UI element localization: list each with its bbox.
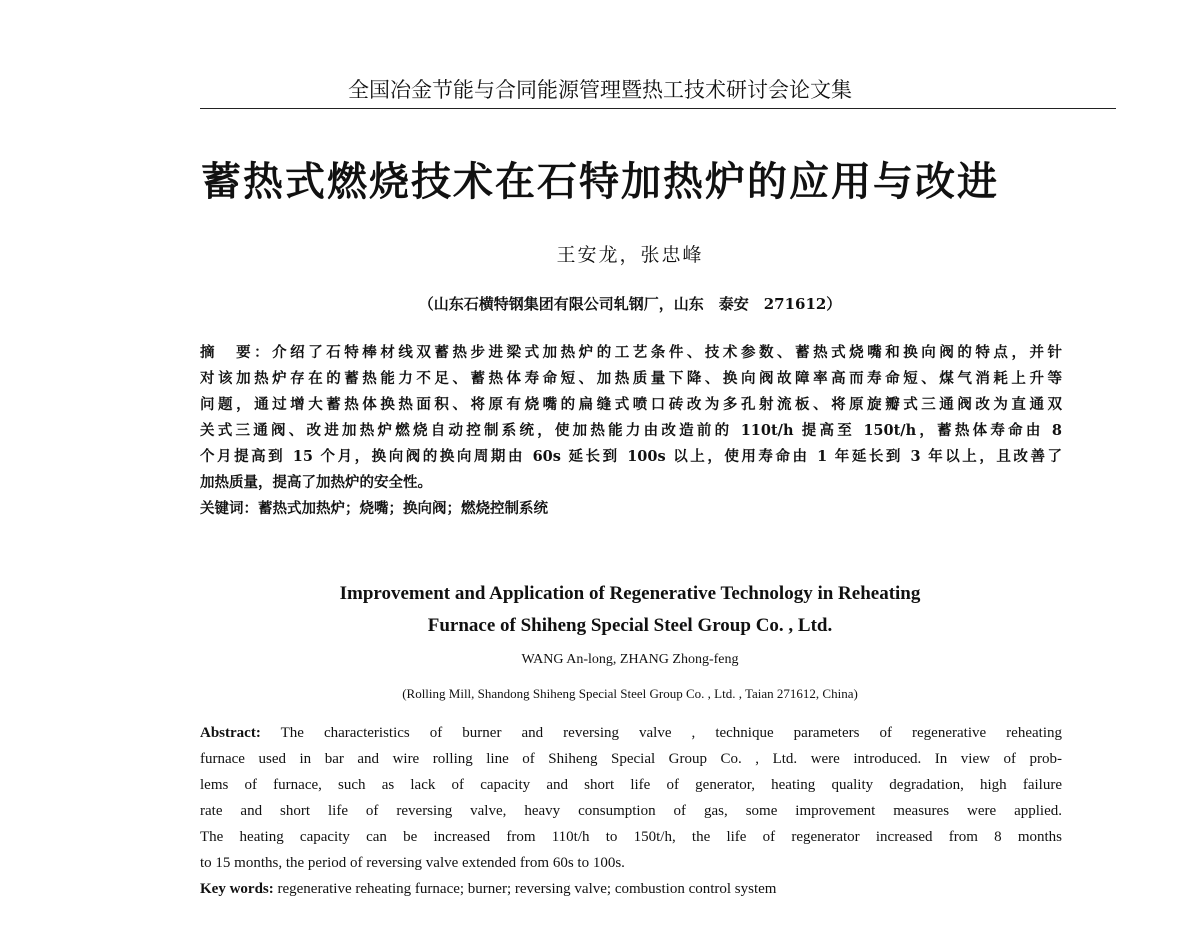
- english-abstract: [200, 720, 1062, 902]
- abstract-line: rate and short life of reversing valve, heavy consumption of gas, some improvement measures were applied.: [200, 803, 1062, 819]
- english-title: [0, 578, 1200, 642]
- abstract-line: The characteristics of burner and reversing valve , technique parameters of regenerative reheating: [260, 725, 1062, 741]
- header-rule: [200, 108, 1116, 109]
- paper-title: 蓄热式燃烧技术在石特加热炉的应用与改进: [201, 158, 999, 205]
- abstract-line: 问题，通过增大蓄热体换热面积、将原有烧嘴的扁缝式喷口砖改为多孔射流板、将原旋瓣式三通阀改为直通双: [200, 396, 1062, 413]
- english-title-line: Furnace of Shiheng Special Steel Group Co. , Ltd.: [427, 615, 833, 636]
- english-title-line: Improvement and Application of Regenerative Technology in Reheating: [339, 583, 921, 604]
- abstract-label: 摘 要：: [200, 344, 273, 361]
- english-affiliation: (Rolling Mill, Shandong Shiheng Special Steel Group Co. , Ltd. , Taian 271612, China): [402, 686, 858, 701]
- abstract-line: The heating capacity can be increased from 110t/h to 150t/h, the life of regenerator increased from 8 months: [200, 829, 1062, 845]
- authors: 王安龙，张忠峰: [556, 244, 704, 266]
- keywords-label: 关键词：: [200, 500, 258, 517]
- abstract-line: lems of furnace, such as lack of capacity and short life of generator, heating quality degradation, high failure: [200, 777, 1062, 793]
- chinese-abstract: [200, 340, 1062, 522]
- abstract-line: 介绍了石特棒材线双蓄热步进梁式加热炉的工艺条件、技术参数、蓄热式烧嘴和换向阀的特点，并针: [272, 344, 1062, 361]
- abstract-line: furnace used in bar and wire rolling line of Shiheng Special Group Co. , Ltd. were introduced. In view of prob-: [200, 751, 1062, 767]
- running-header: 全国冶金节能与合同能源管理暨热工技术研讨会论文集: [348, 78, 852, 102]
- abstract-line: 关式三通阀、改进加热炉燃烧自动控制系统，使加热能力由改造前的 110t/h 提高至 150t/h，蓄热体寿命由 8: [200, 422, 1062, 439]
- abstract-label: Abstract:: [200, 725, 261, 741]
- abstract-line: to 15 months, the period of reversing valve extended from 60s to 100s.: [200, 855, 625, 871]
- english-authors: WANG An-long, ZHANG Zhong-feng: [521, 652, 739, 667]
- abstract-line: 个月提高到 15 个月，换向阀的换向周期由 60s 延长到 100s 以上，使用寿命由 1 年延长到 3 年以上，且改善了: [200, 448, 1062, 465]
- abstract-line: 加热质量，提高了加热炉的安全性。: [200, 474, 432, 491]
- keywords-label: Key words:: [200, 881, 274, 897]
- abstract-line: 对该加热炉存在的蓄热能力不足、蓄热体寿命短、加热质量下降、换向阀故障率高而寿命短、煤气消耗上升等: [200, 370, 1062, 387]
- keywords: 蓄热式加热炉；烧嘴；换向阀；燃烧控制系统: [258, 500, 548, 517]
- keywords: regenerative reheating furnace; burner; reversing valve; combustion control system: [273, 881, 777, 897]
- affiliation: （山东石横特钢集团有限公司轧钢厂，山东 泰安 271612）: [418, 295, 842, 313]
